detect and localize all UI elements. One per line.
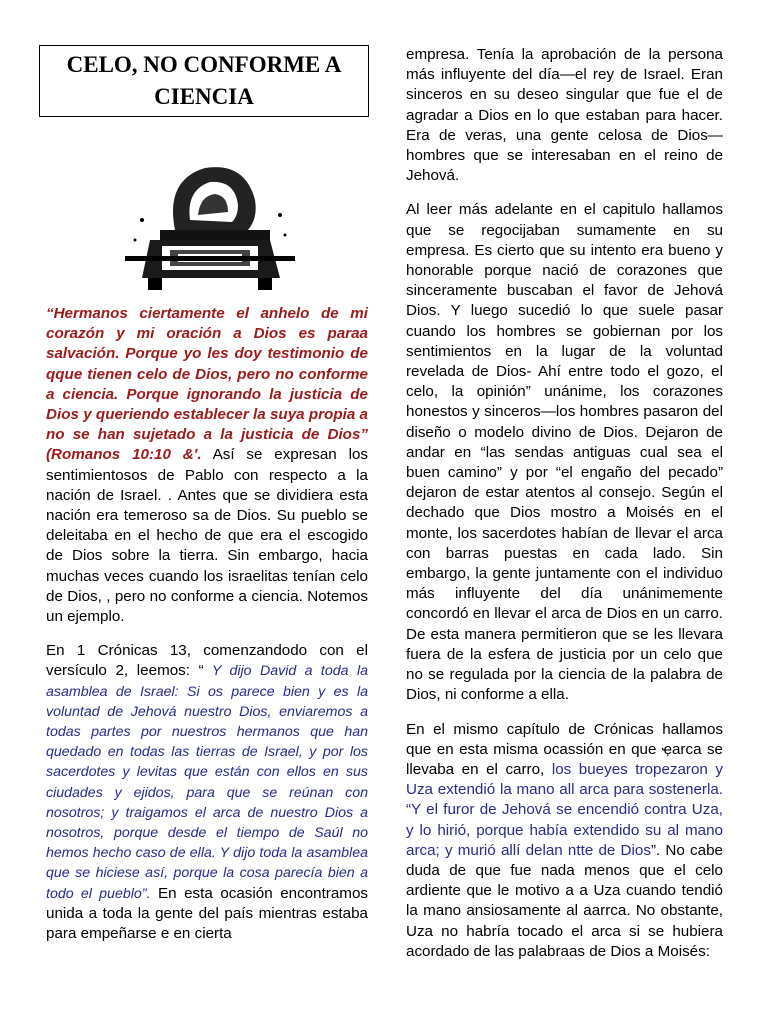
chronicles-quote: Y dijo David a toda la asamblea de Israel: Si os parece bien y es la voluntad de Jehová nuestro Dios, enviaremos a todas partes por nuestros hermanos que han quedado en todas las tierras de Israel, y por los sacerdotes y levitas que están con ellos en sus ciudades y ejidos, para que se reúnan con nosotros; y traigamos el arca de nuestro Dios a nosotros, porque desde el tiempo de Saúl no hemos hecho caso de ella. Y dijo toda la asamblea que se hiciese así, porque la cosa parecía bien a todo el pueblo”. — [46, 663, 368, 902]
paragraph: Al leer más adelante en el capitulo hallamos que se regocijaban sumamente en su empresa. Es cierto que su intento era bueno y honorable porque nació de corazones que sinceramente buscaban el favor de Jehová Dios. Y luego sucedió lo que suele pasar cuando los hombres se gobiernan por los sentimientos en la lugar de la voluntad revelada de Dios- Ahí entre todo el gozo, el celo, la opinión” unánime, los corazones honestos y sinceros—los hombres pasaron del diseño o modelo divino de Dios. Dejaron de andar en “las sendas antiguas cual sea el buen camino” y por “el engaño del pecado” dejaron de estar atentos al consejo. Según el dechado que Dios mostro a Moisés en el monte, los sacerdotes habían de llevar el arca con barras puestas en cada lado. Sin embargo, la gente juntamente con el individuo más influyente del día unánimemente concordó en llevar el arca de Dios en un carro. De esta manera permitieron que se les llevara fuera de la esfera de justicia por un celo que no se regulada por la ciencia de la palabra de Dios, ni conforme a ella. — [406, 201, 723, 704]
page-title: CELO, NO CONFORME A CIENCIA — [39, 45, 369, 117]
paragraph-text: En el mismo capítulo de Crónicas hallamos que en esta misma ocassión en que ҿarca se llevaba en el carro, — [406, 720, 723, 778]
right-column — [406, 45, 723, 976]
paragraph — [406, 720, 723, 962]
left-column — [46, 304, 368, 958]
paragraph-text: ”. No cabe duda de que fue nada menos que el celo ardiente que le motivo a a Uza cuando tendió la mano ansiosamente al aarrca. No obstante, Uza no habría tocado el arca si se hubiera acordado de las palabraas de Dios a Moisés: — [406, 841, 723, 960]
paragraph-text: En 1 Crónicas 13, comenzandodo con el versículo 2, leemos: “ — [46, 642, 368, 680]
ark-of-covenant-icon — [120, 160, 295, 295]
paragraph — [46, 304, 368, 627]
uza-quote: los bueyes tropezaron y Uza extendió la mano all arca para sostenerla. “Y el furor de Jehová se encendió contra Uza, y lo hirió, porque había extendido su al mano arca; y murió allí delan ntte de Dios — [406, 760, 724, 859]
paragraph-text: Así se expresan los sentimientosos de Pablo con respecto a la nación de Israel. . Antes que se dividiera esta nación era temeroso sa de Dios. Su pueblo se deleitaba en el hecho de que era el escogido de Dios sobre la tierra. Sin embargo, hacia muchas veces cuando los israelitas tenían celo de Dios, , pero no conforme a ciencia. Notemos un ejemplo. — [46, 446, 368, 626]
ark-illustration — [120, 160, 295, 295]
romans-quote: “Hermanos ciertamente el anhelo de mi corazón y mi oración a Dios es paraa salvación. Porque yo les doy testimonio de qque tienen celo de Dios, pero no conforme a ciencia. Porque ignorando la justicia de Dios y queriendo establecer la suya propia a no se han sujetado a la justicia de Dios” (Romanos 10:10 &'. — [46, 305, 368, 464]
paragraph-text: En esta ocasión encontramos unida a toda la gente del país mientras estaba para empeñarse e en cierta — [46, 884, 368, 943]
paragraph — [46, 641, 368, 944]
paragraph: empresa. Tenía la aprobación de la persona más influyente del día—el rey de Israel. Eran sinceros en su deseo singular que fue el de agradar a Dios en lo que estaban para hacer. Era de veras, una gente celosa de Dios—hombres que se interesaban en el reino de Jehová. — [406, 46, 723, 185]
